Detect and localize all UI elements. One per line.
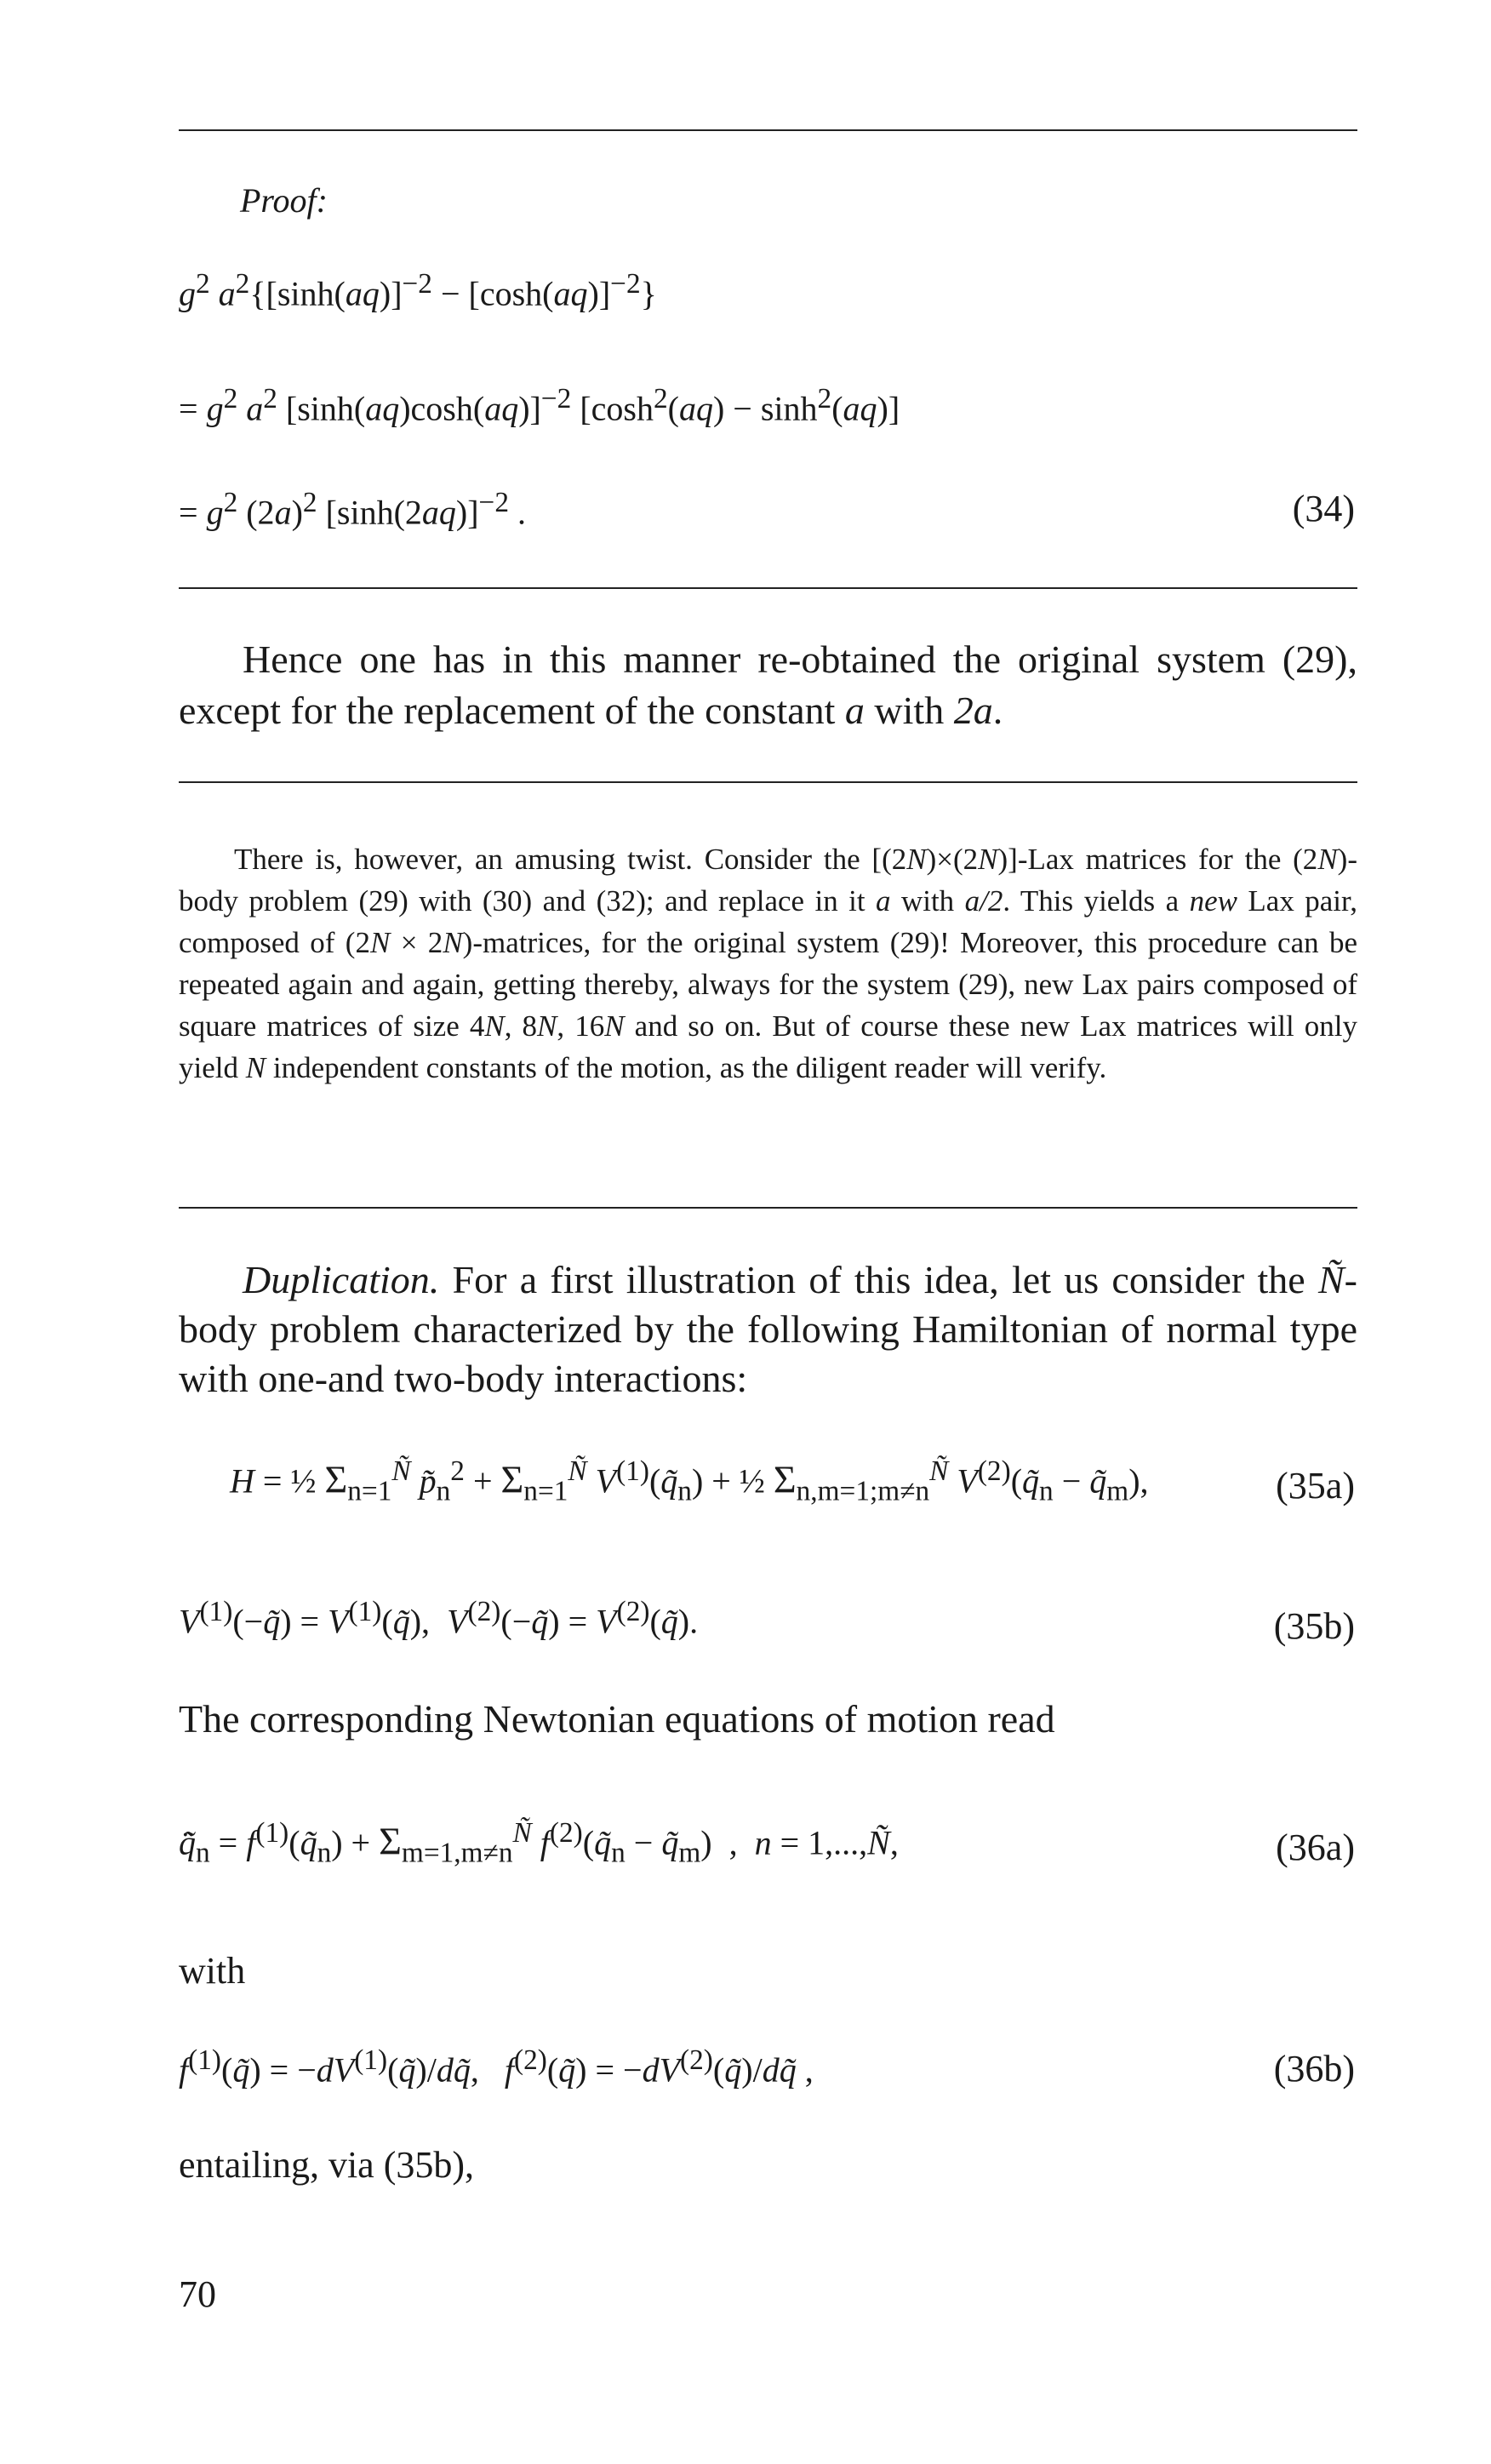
paragraph-hence: Hence one has in this manner re-obtained the original system (29), except for the replacement of the constant a with 2a. [179, 637, 1357, 732]
proof-equation-line-3: = $g^2$ $(2a)^2$ $[\sinh(2aq)]^{-2}$ . [179, 487, 526, 532]
equation-number-35a: (35a) [1276, 1465, 1355, 1506]
newtonian-text: The corresponding Newtonian equations of motion read [179, 1697, 1055, 1741]
equation-number-36b: (36b) [1273, 2048, 1355, 2090]
equation-number-34: (34) [1292, 488, 1355, 529]
note-top-rule [179, 781, 1357, 783]
with-text: with [179, 1950, 246, 1992]
duplication-heading: Duplication. [243, 1258, 440, 1301]
equation-36a: $q̃̈_n$ = $f^{(1)}(q̃_n) + \Sigma_{m=1,m\ne n}^Ñ$ $f^{(2)}(q̃_n$ − $q̃_m$) , n = 1,...,Ñ, [179, 1817, 899, 1869]
equation-35a: H = ½ $\Sigma_{n=1}^Ñ$ $p̃_n^2 + \Sigma_{n=1}^Ñ$ $V^{(1)}(q̃_n)$ + ½ $\Sigma_{n,m=1;m\ne n}^Ñ$ $V^{(2)}(q̃_n$ − $q̃_m$), [230, 1455, 1149, 1507]
entailing-text: entailing, via (35b), [179, 2144, 475, 2186]
equation-number-35b: (35b) [1273, 1605, 1355, 1647]
top-rule [179, 129, 1357, 131]
equation-36b: $f^{(1)}(q̃)$ = $-dV^{(1)}(q̃)/dq̃$, $f^{(2)}(q̃)$ = $-dV^{(2)}(q̃)/dq̃$ , [179, 2044, 814, 2090]
proof-end-rule [179, 587, 1357, 589]
note-bottom-rule [179, 1207, 1357, 1209]
proof-equation-line-2: = $g^2$ $a^2$ $[\sinh(aq)\cosh(aq)]^{-2}$ $[\cosh^2(aq) - \sinh^2(aq)]$ [179, 383, 900, 428]
boxed-note: There is, however, an amusing twist. Consider the [(2N)×(2N)]-Lax matrices for the (2N)-body problem (29) with (30) and (32); and replace in it a with a/2. This yields a new Lax pair, composed of (2N × 2N)-matrices, for the original system (29)! Moreover, this procedure can be repeated again and again, getting thereby, always for the system (29), new Lax pairs composed of square matrices of size 4N, 8N, 16N and so on. But of course these new Lax matrices will only yield N independent constants of the motion, as the diligent reader will verify. [179, 843, 1358, 1084]
equation-35b: $V^{(1)}(-q̃)$ = $V^{(1)}(q̃)$, $V^{(2)}(-q̃)$ = $V^{(2)}(q̃)$. [179, 1596, 699, 1641]
page-number: 70 [179, 2273, 216, 2315]
equation-number-36a: (36a) [1276, 1827, 1355, 1868]
proof-label: Proof: [240, 181, 328, 220]
proof-equation-line-1: $g^2$ $a^2\{[\sinh(aq)]^{-2} - [\cosh(aq)]^{-2}\}$ [179, 268, 657, 313]
paragraph-duplication: Duplication. For a first illustration of this idea, let us consider the Ñ-body problem characterized by the following Hamiltonian of normal type with one-and two-body interactions: [179, 1258, 1357, 1400]
